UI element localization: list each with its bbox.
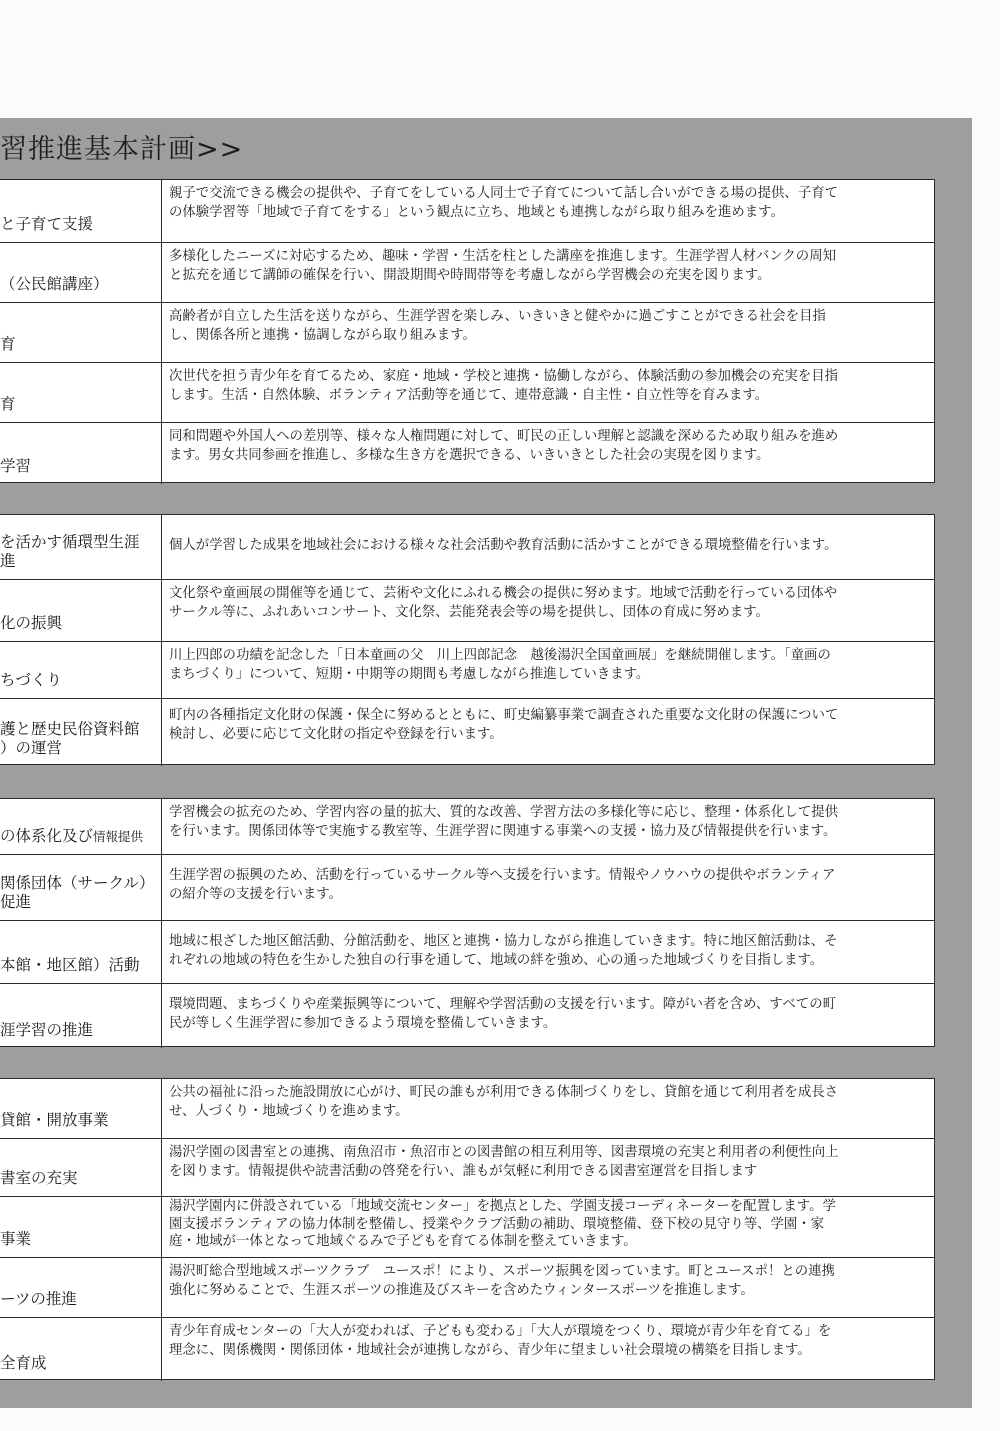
- table-row: [0, 920, 934, 983]
- table-row: [0, 362, 934, 422]
- row-label: 涯学習の推進: [0, 984, 162, 1048]
- row-label: 本館・地区館）活動: [0, 921, 162, 983]
- row-description: 多様化したニーズに対応するため、趣味・学習・生活を柱とした講座を推進します。生涯学習人材バンクの周知 と拡充を通じて講師の確保を行い、開設期間や時間帯等を考慮しながら学習機会の充実を図ります。: [169, 249, 836, 283]
- row-label: 貸館・開放事業: [0, 1079, 162, 1138]
- table-row: [0, 698, 934, 766]
- row-label: 事業: [0, 1197, 162, 1257]
- row-label: 全育成: [0, 1318, 162, 1381]
- plan-table-section-4: [0, 1078, 935, 1380]
- table-row: [0, 983, 934, 1048]
- plan-table-section-2: [0, 514, 935, 765]
- plan-table-section-3: [0, 798, 935, 1047]
- table-row: [0, 515, 934, 579]
- row-label: を活かす循環型生涯 進: [0, 515, 162, 579]
- row-label: ーツの推進: [0, 1258, 162, 1317]
- table-row: [0, 1138, 934, 1196]
- row-description: 高齢者が自立した生活を送りながら、生涯学習を楽しみ、いきいきと健やかに過ごすことができる社会を目指 し、関係各所と連携・協調しながら取り組みます。: [169, 309, 826, 343]
- row-description: 文化祭や童画展の開催等を通じて、芸術や文化にふれる機会の提供に努めます。地域で活動を行っている団体や サークル等に、ふれあいコンサート、文化祭、芸能発表会等の場を提供し、団体の育成に努めます。: [169, 586, 838, 620]
- row-label: 関係団体（サークル） 促進: [0, 855, 162, 920]
- row-label: （公民館講座）: [0, 243, 162, 302]
- row-description: 学習機会の拡充のため、学習内容の量的拡大、質的な改善、学習方法の多様化等に応じ、整理・体系化して提供 を行います。関係団体等で実施する教室等、生涯学習に関連する事業への支援・協力及び情報提供を行います。: [169, 805, 838, 839]
- row-description: 湯沢町総合型地域スポーツクラブ ユースポ！により、スポーツ振興を図っています。町とユースポ！との連携 強化に努めることで、生涯スポーツの推進及びスキーを含めたウィンタースポーツを推進します。: [169, 1264, 835, 1298]
- table-row: [0, 799, 934, 854]
- table-row: [0, 1317, 934, 1381]
- row-description: 生涯学習の振興のため、活動を行っているサークル等へ支援を行います。情報やノウハウの提供やボランティア の紹介等の支援を行います。: [169, 868, 836, 902]
- row-label: [0, 799, 162, 854]
- row-description: 同和問題や外国人への差別等、様々な人権問題に対して、町民の正しい理解と認識を深めるため取り組みを進め ます。男女共同参画を推進し、多様な生き方を選択できる、いきいきとした社会の実現を図ります。: [169, 429, 839, 463]
- row-description: 川上四郎の功績を記念した「日本童画の父 川上四郎記念 越後湯沢全国童画展」を継続開催します。「童画の まちづくり」について、短期・中期等の期間も考慮しながら推進していきます。: [169, 648, 831, 682]
- table-row: [0, 1196, 934, 1257]
- table-row: [0, 854, 934, 920]
- row-label: 学習: [0, 423, 162, 484]
- row-label: 書室の充実: [0, 1139, 162, 1196]
- row-description: 親子で交流できる機会の提供や、子育てをしている人同士で子育てについて話し合いができる場の提供、子育て の体験学習等「地域で子育てをする」という観点に立ち、地域とも連携しながら取り組みを進めます。: [169, 186, 838, 220]
- row-description: 町内の各種指定文化財の保護・保全に努めるとともに、町史編纂事業で調査された重要な文化財の保護について 検討し、必要に応じて文化財の指定や登録を行います。: [169, 708, 839, 742]
- row-label: 化の振興: [0, 580, 162, 641]
- row-label: 育: [0, 363, 162, 422]
- row-description: 公共の福祉に沿った施設開放に心がけ、町民の誰もが利用できる体制づくりをし、貸館を通じて利用者を成長さ せ、人づくり・地域づくりを進めます。: [169, 1085, 838, 1119]
- row-description: 湯沢学園の図書室との連携、南魚沼市・魚沼市との図書館の相互利用等、図書環境の充実と利用者の利便性向上 を図ります。情報提供や読書活動の啓発を行い、誰もが気軽に利用できる図書室運営を目指します: [169, 1145, 839, 1179]
- row-description: 個人が学習した成果を地域社会における様々な社会活動や教育活動に活かすことができる環境整備を行います。: [169, 538, 838, 553]
- row-label: ちづくり: [0, 642, 162, 698]
- table-row: [0, 180, 934, 242]
- row-label: 護と歴史民俗資料館 ）の運営: [0, 699, 162, 766]
- plan-table-section-1: [0, 179, 935, 483]
- table-row: [0, 1079, 934, 1138]
- row-description: 青少年育成センターの「大人が変われば、子どもも変わる」「大人が環境をつくり、環境が青少年を育てる」を 理念に、関係機関・関係団体・地域社会が連携しながら、青少年に望ましい社会環境の構築を目指します。: [169, 1324, 832, 1358]
- row-description: 湯沢学園内に併設されている「地域交流センター」を拠点とした、学園支援コーディネーターを配置します。学 園支援ボランティアの協力体制を整備し、授業やクラブ活動の補助、環境整備、登下校の見守り等、学園・家 庭・地域が一体となって地域ぐるみで子どもを育てる体制を整えていきます。: [169, 1199, 836, 1249]
- row-description: 次世代を担う青少年を育てるため、家庭・地域・学校と連携・協働しながら、体験活動の参加機会の充実を目指 します。生活・自然体験、ボランティア活動等を通じて、連帯意識・自主性・自立性等を育みます。: [169, 369, 838, 403]
- row-label: 育: [0, 303, 162, 362]
- table-row: [0, 641, 934, 698]
- page-title: 習推進基本計画>>: [0, 134, 244, 165]
- table-row: [0, 302, 934, 362]
- table-row: [0, 422, 934, 484]
- table-row: [0, 579, 934, 641]
- row-label: と子育て支援: [0, 180, 162, 242]
- row-label-main: の体系化及び: [0, 827, 94, 845]
- table-row: [0, 1257, 934, 1317]
- row-description: 地域に根ざした地区館活動、分館活動を、地区と連携・協力しながら推進していきます。特に地区館活動は、そ れぞれの地域の特色を生かした独自の行事を通して、地域の絆を強め、心の通った地域づくりを目指します。: [169, 934, 838, 968]
- row-description: 環境問題、まちづくりや産業振興等について、理解や学習活動の支援を行います。障がい者を含め、すべての町 民が等しく生涯学習に参加できるよう環境を整備していきます。: [169, 997, 836, 1031]
- table-row: [0, 242, 934, 302]
- row-label-small: 情報提供: [93, 829, 144, 844]
